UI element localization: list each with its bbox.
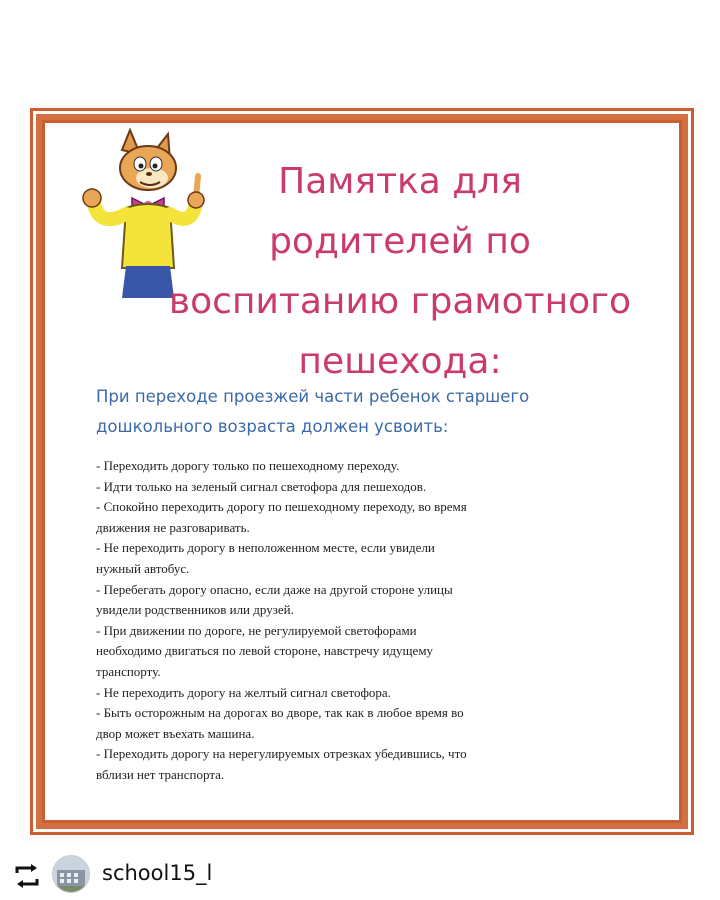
- rule-line: увидели родственников или друзей.: [96, 602, 294, 618]
- rule-line: двор может въехать машина.: [96, 725, 255, 741]
- rule-line: - Переходить дорогу только по пешеходному переходу.: [96, 458, 400, 473]
- intro-line: При переходе проезжей части ребенок старшего: [96, 387, 530, 406]
- rule-line: - Спокойно переходить дорогу по пешеходному переходу, во время: [96, 499, 467, 515]
- school-building-avatar-icon[interactable]: [52, 855, 90, 893]
- rule-line: необходимо двигаться по левой стороне, навстречу идущему: [96, 643, 434, 659]
- rules-list: [96, 456, 666, 786]
- rule-line: - Перебегать дорогу опасно, если даже на другой стороне улицы: [96, 581, 453, 597]
- rule-line: - Переходить дорогу на нерегулируемых отрезках убедившись, что: [96, 746, 467, 762]
- title-line: Памятка для: [278, 161, 522, 202]
- rule-line: - При движении по дороге, не регулируемой светофорами: [96, 622, 417, 638]
- title-line: родителей по: [269, 221, 531, 262]
- intro-text: [96, 382, 656, 442]
- rule-line: вблизи нет транспорта.: [96, 766, 225, 782]
- rule-line: нужный автобус.: [96, 560, 190, 576]
- rule-line: - Идти только на зеленый сигнал светофора для пешеходов.: [96, 478, 427, 494]
- repost-icon[interactable]: [12, 863, 42, 889]
- rule-line: транспорту.: [96, 663, 161, 679]
- rule-line: - Быть осторожным на дорогах во дворе, так как в любое время во: [96, 705, 464, 721]
- username[interactable]: school15_l: [102, 861, 213, 885]
- rule-line: движения не разговаривать.: [96, 519, 250, 535]
- title-line: воспитанию грамотного: [168, 281, 632, 322]
- rule-line: - Не переходить дорогу на желтый сигнал светофора.: [96, 684, 391, 700]
- rule-line: - Не переходить дорогу в неположенном месте, если увидели: [96, 540, 435, 556]
- poster-title: [120, 152, 680, 392]
- intro-line: дошкольного возраста должен усвоить:: [96, 417, 449, 436]
- title-line: пешехода:: [298, 341, 502, 382]
